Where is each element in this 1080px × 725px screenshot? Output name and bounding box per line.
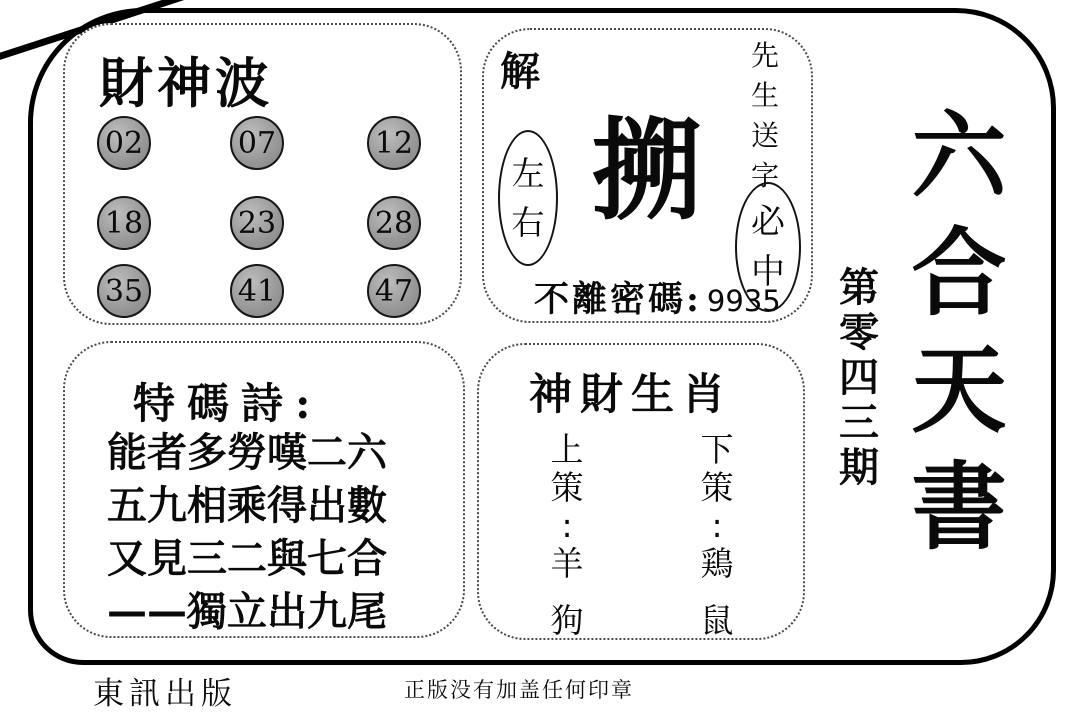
number-ball: 47 bbox=[367, 264, 421, 318]
zodiac-char: 策 bbox=[550, 468, 584, 507]
issue-char: 零 bbox=[839, 310, 879, 356]
zodiac-char: : bbox=[561, 506, 573, 545]
zodiac-char: 鶏 bbox=[700, 544, 734, 583]
hint-panel bbox=[482, 28, 813, 323]
gift-note-char: 送 bbox=[750, 119, 779, 152]
wave-panel bbox=[63, 23, 462, 325]
left-right-oval bbox=[498, 130, 558, 266]
masthead-title-char: 六 bbox=[911, 101, 1007, 212]
gift-note-char: 字 bbox=[750, 159, 779, 192]
masthead-title bbox=[902, 98, 1016, 566]
poem-title-colon: : bbox=[295, 379, 323, 428]
oval-char: 右 bbox=[511, 203, 545, 242]
wave-panel-title: 財神波 bbox=[99, 51, 273, 115]
masthead-title-char: 合 bbox=[911, 218, 1007, 329]
poem-line: ——獨立出九尾 bbox=[107, 589, 387, 635]
number-ball: 07 bbox=[230, 116, 284, 170]
gift-note-char: 生 bbox=[750, 79, 779, 112]
main-hint-character: 搠 bbox=[592, 107, 702, 235]
issue-number bbox=[835, 266, 883, 491]
poem-line: 能者多勞嘆二六 bbox=[107, 430, 387, 476]
masthead-title-char: 書 bbox=[911, 452, 1007, 563]
issue-char: 第 bbox=[839, 265, 879, 311]
oval-char: 必 bbox=[751, 202, 785, 242]
poem-line: 又見三二與七合 bbox=[107, 536, 387, 582]
zodiac-panel bbox=[477, 343, 805, 640]
issue-char: 四 bbox=[839, 355, 879, 401]
gift-note-char: 先 bbox=[750, 39, 779, 72]
gift-note-vertical bbox=[748, 36, 782, 196]
zodiac-right-bottom: 鼠 bbox=[700, 601, 734, 640]
number-ball: 18 bbox=[97, 196, 151, 250]
publisher-name: 東訊出版 bbox=[93, 676, 237, 712]
poem-panel bbox=[63, 341, 465, 638]
poem-line: 五九相乘得出數 bbox=[107, 483, 387, 529]
zodiac-char: 上 bbox=[550, 430, 584, 469]
zodiac-char: : bbox=[711, 506, 723, 545]
oval-char: 中 bbox=[751, 252, 785, 292]
number-ball: 12 bbox=[367, 116, 421, 170]
authenticity-note: 正版没有加盖任何印章 bbox=[404, 678, 634, 702]
poem-lines bbox=[107, 427, 387, 639]
zodiac-char: 羊 bbox=[550, 544, 584, 583]
zodiac-char: 下 bbox=[700, 430, 734, 469]
zodiac-right-column bbox=[697, 431, 737, 583]
zodiac-left-bottom: 狗 bbox=[550, 601, 584, 640]
zodiac-left-column bbox=[547, 431, 587, 583]
oval-char: 左 bbox=[511, 154, 545, 193]
solve-label: 解 bbox=[500, 49, 540, 95]
issue-char: 期 bbox=[839, 445, 879, 491]
number-ball: 41 bbox=[230, 264, 284, 318]
number-ball: 28 bbox=[367, 196, 421, 250]
issue-char: 三 bbox=[839, 400, 879, 446]
number-ball: 35 bbox=[97, 264, 151, 318]
secret-code-label: 不離密碼: bbox=[534, 279, 702, 320]
zodiac-title: 神財生肖 bbox=[529, 370, 733, 420]
secret-code-value: 9935 bbox=[706, 284, 781, 318]
secret-code-row bbox=[534, 272, 781, 322]
poem-title bbox=[133, 371, 323, 431]
poem-title-text: 特碼詩 bbox=[133, 379, 296, 428]
number-ball: 23 bbox=[230, 196, 284, 250]
number-ball: 02 bbox=[97, 116, 151, 170]
masthead-title-char: 天 bbox=[911, 335, 1007, 446]
zodiac-char: 策 bbox=[700, 468, 734, 507]
